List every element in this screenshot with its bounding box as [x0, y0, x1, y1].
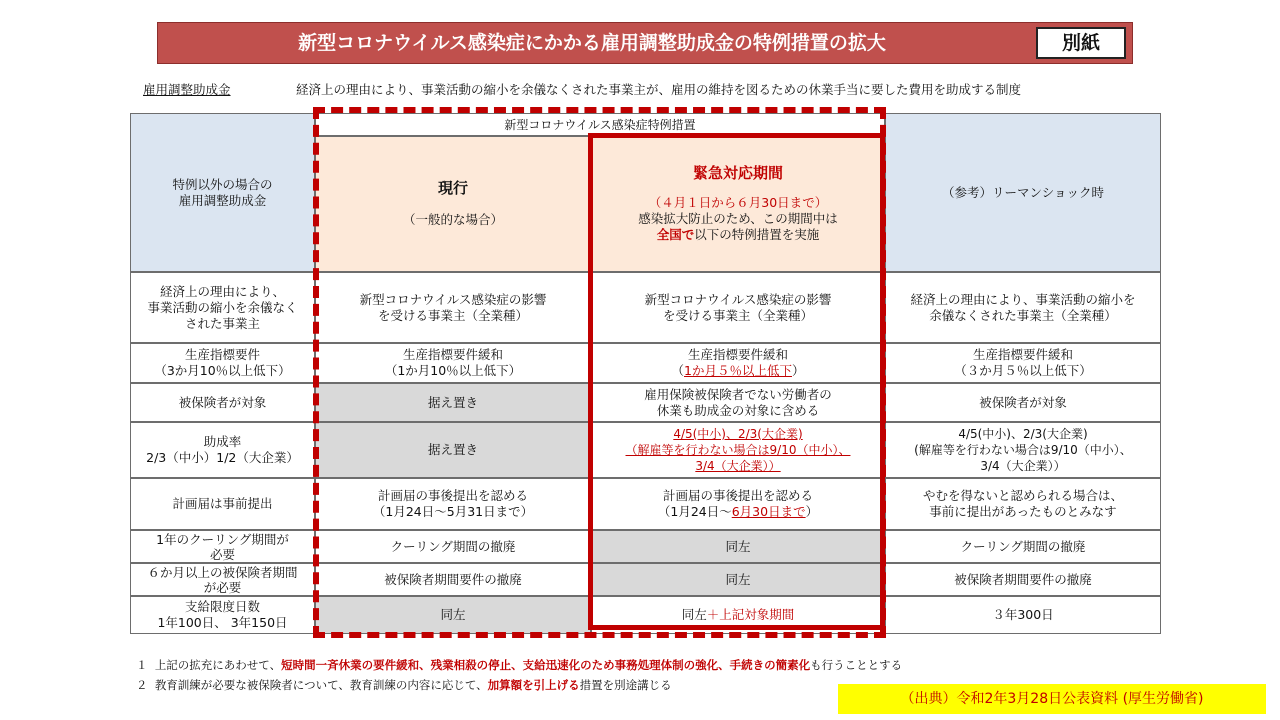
header-emergency-period: （４月１日から６月30日まで） [648, 195, 828, 210]
r5-normal [130, 478, 315, 530]
r4-emergency-l3: 3/4（大企業）） [695, 459, 781, 473]
r2-lehman-l1: 生産指標要件緩和 [972, 347, 1073, 362]
r6-normal [130, 530, 315, 563]
r4-current-text: 据え置き [427, 442, 478, 457]
r8-lehman [885, 596, 1161, 634]
r1-normal-l1: 経済上の理由により、 [159, 283, 285, 299]
r7-normal-l1: ６か月以上の被保険者期間 [147, 564, 298, 580]
r2-normal [130, 343, 315, 383]
r4-lehman [885, 422, 1161, 478]
note-2-lead: 教育訓練が必要な被保険者について、教育訓練の内容に応じて、 [154, 678, 488, 692]
note-1-highlight: 短時間一斉休業の要件緩和、残業相殺の停止、支給迅速化のため事務処理体制の強化、手続きの簡素化 [281, 658, 811, 672]
definition-label: 雇用調整助成金 [143, 82, 231, 97]
r6-current-text: クーリング期間の撤廃 [390, 538, 516, 554]
header-normal [130, 113, 315, 272]
r2-close-paren: ） [791, 363, 805, 378]
r5-emergency-end: ） [805, 504, 819, 519]
note-2-tail: 措置を別途講じる [579, 678, 672, 692]
r7-current-text: 被保険者期間要件の撤廃 [384, 571, 522, 587]
header-lehman [885, 113, 1161, 272]
r1-lehman [885, 272, 1161, 343]
r2-emergency-highlight: 1か月５％以上低下 [684, 363, 792, 378]
header-emergency-line1: 感染拡大防止のため、この期間中は [638, 211, 838, 226]
r5-emergency-start: （1月24日～ [657, 504, 732, 519]
r3-emergency-l2: 休業も助成金の対象に含める [656, 402, 820, 418]
r5-lehman-l1: やむを得ないと認められる場合は、 [922, 488, 1123, 503]
r2-current-l1: 生産指標要件緩和 [402, 347, 503, 362]
r2-current-l2: （1か月10％以上低下） [384, 363, 522, 378]
header-current-sub: （一般的な場合） [402, 212, 503, 227]
r4-normal-l2: 2/3（中小）1/2（大企業） [146, 450, 299, 465]
r2-emergency-l1: 生産指標要件緩和 [687, 347, 788, 362]
r4-normal-l1: 助成率 [203, 434, 242, 449]
r4-emergency-l1: 4/5(中小)、2/3(大企業) [673, 427, 803, 441]
r1-lehman-l1: 経済上の理由により、事業活動の縮小を [910, 291, 1136, 307]
nationwide-highlight: 全国で [656, 227, 695, 242]
r1-emergency-l1: 新型コロナウイルス感染症の影響 [644, 291, 832, 307]
r5-current-l2: （1月24日～5月31日まで） [372, 504, 534, 519]
source-citation: （出典）令和2年3月28日公表資料 (厚生労働省) [838, 684, 1266, 714]
r7-lehman-text: 被保険者期間要件の撤廃 [954, 571, 1092, 587]
r1-current-l1: 新型コロナウイルス感染症の影響 [359, 291, 547, 307]
r4-lehman-l2: (解雇等を行わない場合は9/10（中小）、 [914, 443, 1132, 457]
r4-lehman-l1: 4/5(中小)、2/3(大企業) [958, 427, 1088, 441]
r1-normal-l3: された事業主 [184, 315, 260, 331]
r6-normal-l1: 1年のクーリング期間が [156, 531, 289, 547]
note-1-tail: も行うこととする [810, 658, 903, 672]
r2-normal-l2: （3か月10％以上低下） [154, 363, 291, 378]
r5-lehman [885, 478, 1161, 530]
r8-lehman-text: ３年300日 [992, 607, 1054, 622]
note-1-number: １ [136, 658, 148, 672]
r5-emergency-l1: 計画届の事後提出を認める [662, 488, 813, 503]
r5-lehman-l2: 事前に提出があったものとみなす [929, 504, 1117, 519]
r1-normal-l2: 事業活動の縮小を余儀なく [147, 299, 298, 315]
r1-emergency-l2: を受ける事業主（全業種） [662, 307, 813, 323]
r2-lehman-l2: （３か月５％以上低下） [954, 363, 1092, 378]
emergency-period-outline [588, 133, 885, 630]
special-header-text: 新型コロナウイルス感染症特例措置 [504, 117, 696, 132]
r3-normal-text: 被保険者が対象 [178, 394, 267, 410]
header-emergency-line2-rest: 以下の特例措置を実施 [694, 227, 820, 242]
header-normal-line2: 雇用調整助成金 [178, 192, 267, 208]
r3-lehman [885, 383, 1161, 422]
r2-normal-l1: 生産指標要件 [184, 347, 260, 362]
r3-emergency-l1: 雇用保険被保険者でない労働者の [644, 386, 832, 402]
note-2-number: ２ [136, 678, 148, 692]
r6-normal-l2: 必要 [209, 546, 235, 562]
definition-text: 経済上の理由により、事業活動の縮小を余儀なくされた事業主が、雇用の維持を図るための休業手当に要した費用を助成する制度 [296, 82, 1022, 97]
r7-lehman [885, 563, 1161, 596]
note-2-highlight: 加算額を引上げる [487, 678, 580, 692]
r6-lehman-text: クーリング期間の撤廃 [960, 538, 1086, 554]
note-1-lead: 上記の拡充にあわせて、 [154, 658, 282, 672]
r6-emergency-text: 同左 [725, 538, 751, 554]
page-title: 新型コロナウイルス感染症にかかる雇用調整助成金の特例措置の拡大 [298, 32, 886, 54]
r8-normal-l2: 1年100日、 3年150日 [157, 615, 288, 630]
r3-current-text: 据え置き [427, 394, 478, 410]
r8-current-text: 同左 [440, 607, 466, 622]
header-lehman-text: （参考）リーマンショック時 [942, 184, 1104, 200]
attachment-badge: 別紙 [1036, 27, 1126, 59]
r8-emergency-plus: ＋上記対象期間 [706, 607, 795, 622]
r4-normal [130, 422, 315, 478]
header-emergency-title: 緊急対応期間 [692, 164, 783, 182]
r8-normal-l1: 支給限度日数 [184, 599, 260, 614]
r1-current-l2: を受ける事業主（全業種） [377, 307, 528, 323]
r5-current-l1: 計画届の事後提出を認める [377, 488, 528, 503]
r7-normal [130, 563, 315, 596]
r1-lehman-l2: 余儀なくされた事業主（全業種） [929, 307, 1117, 323]
header-current-title: 現行 [437, 179, 468, 197]
r2-lehman [885, 343, 1161, 383]
note-2 [136, 677, 672, 693]
r4-emergency-l2: （解雇等を行わない場合は9/10（中小）、 [625, 443, 851, 457]
r3-lehman-text: 被保険者が対象 [979, 394, 1067, 410]
note-1 [136, 657, 902, 673]
header-normal-line1: 特例以外の場合の [172, 176, 273, 192]
r7-normal-l2: が必要 [203, 579, 242, 595]
r8-normal [130, 596, 315, 634]
r5-normal-text: 計画届は事前提出 [172, 496, 273, 511]
r8-emergency-same: 同左 [681, 607, 707, 622]
r1-normal [130, 272, 315, 343]
r6-lehman [885, 530, 1161, 563]
r7-emergency-text: 同左 [725, 571, 751, 587]
r2-open-paren: （ [671, 363, 685, 378]
r4-lehman-l3: 3/4（大企業）） [980, 459, 1066, 473]
r5-emergency-highlight: 6月30日まで [731, 504, 806, 519]
r3-normal [130, 383, 315, 422]
